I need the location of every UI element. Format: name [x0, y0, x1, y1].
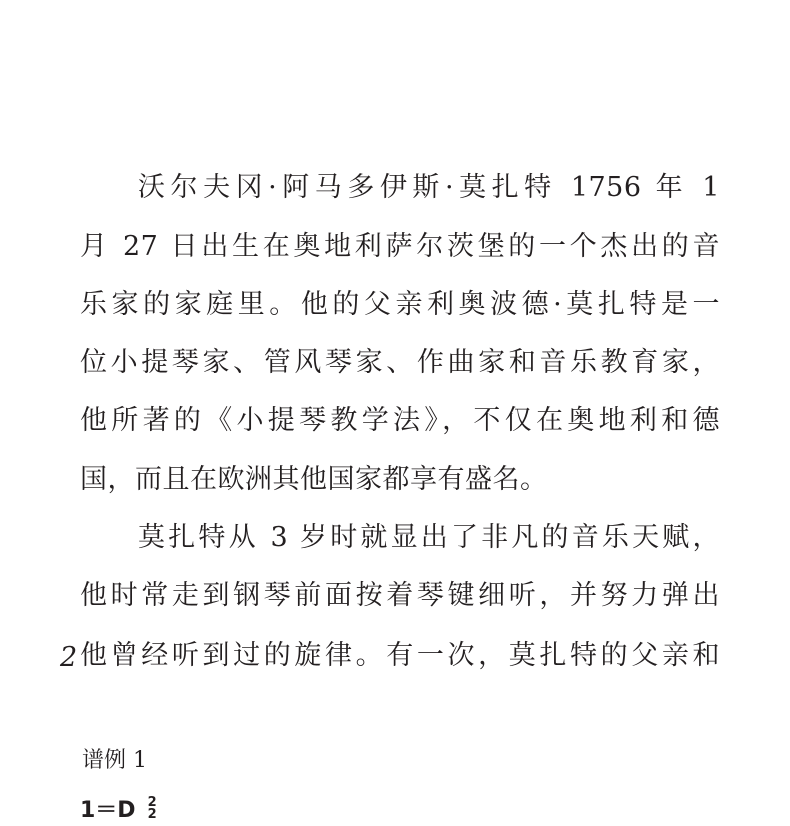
- score-example-label: 谱例 1: [82, 748, 147, 773]
- key-signature-text: 1＝D: [80, 798, 136, 823]
- body-text-line: 沃尔夫冈·阿马多伊斯·莫扎特 1756 年 1: [138, 172, 720, 203]
- body-text-line: 月 27 日出生在奥地利萨尔茨堡的一个杰出的音: [80, 231, 720, 262]
- key-signature: [80, 796, 157, 826]
- time-signature-top: 2: [147, 795, 157, 810]
- body-text-line: 位小提琴家、管风琴家、作曲家和音乐教育家，: [80, 347, 720, 378]
- body-text-line: 他曾经听到过的旋律。有一次，莫扎特的父亲和: [80, 640, 720, 671]
- body-text-line: 莫扎特从 3 岁时就显出了非凡的音乐天赋，: [138, 522, 720, 553]
- time-signature: [148, 797, 157, 821]
- page-number: 2: [60, 642, 78, 673]
- body-text-line: 乐家的家庭里。他的父亲利奥波德·莫扎特是一: [80, 289, 720, 320]
- time-signature-bottom: 2: [147, 807, 157, 822]
- body-text-line: 国，而且在欧洲其他国家都享有盛名。: [80, 464, 548, 495]
- body-text-line: 他时常走到钢琴前面按着琴键细听，并努力弹出: [80, 580, 720, 611]
- body-text-line: 他所著的《小提琴教学法》，不仅在奥地利和德: [80, 405, 720, 436]
